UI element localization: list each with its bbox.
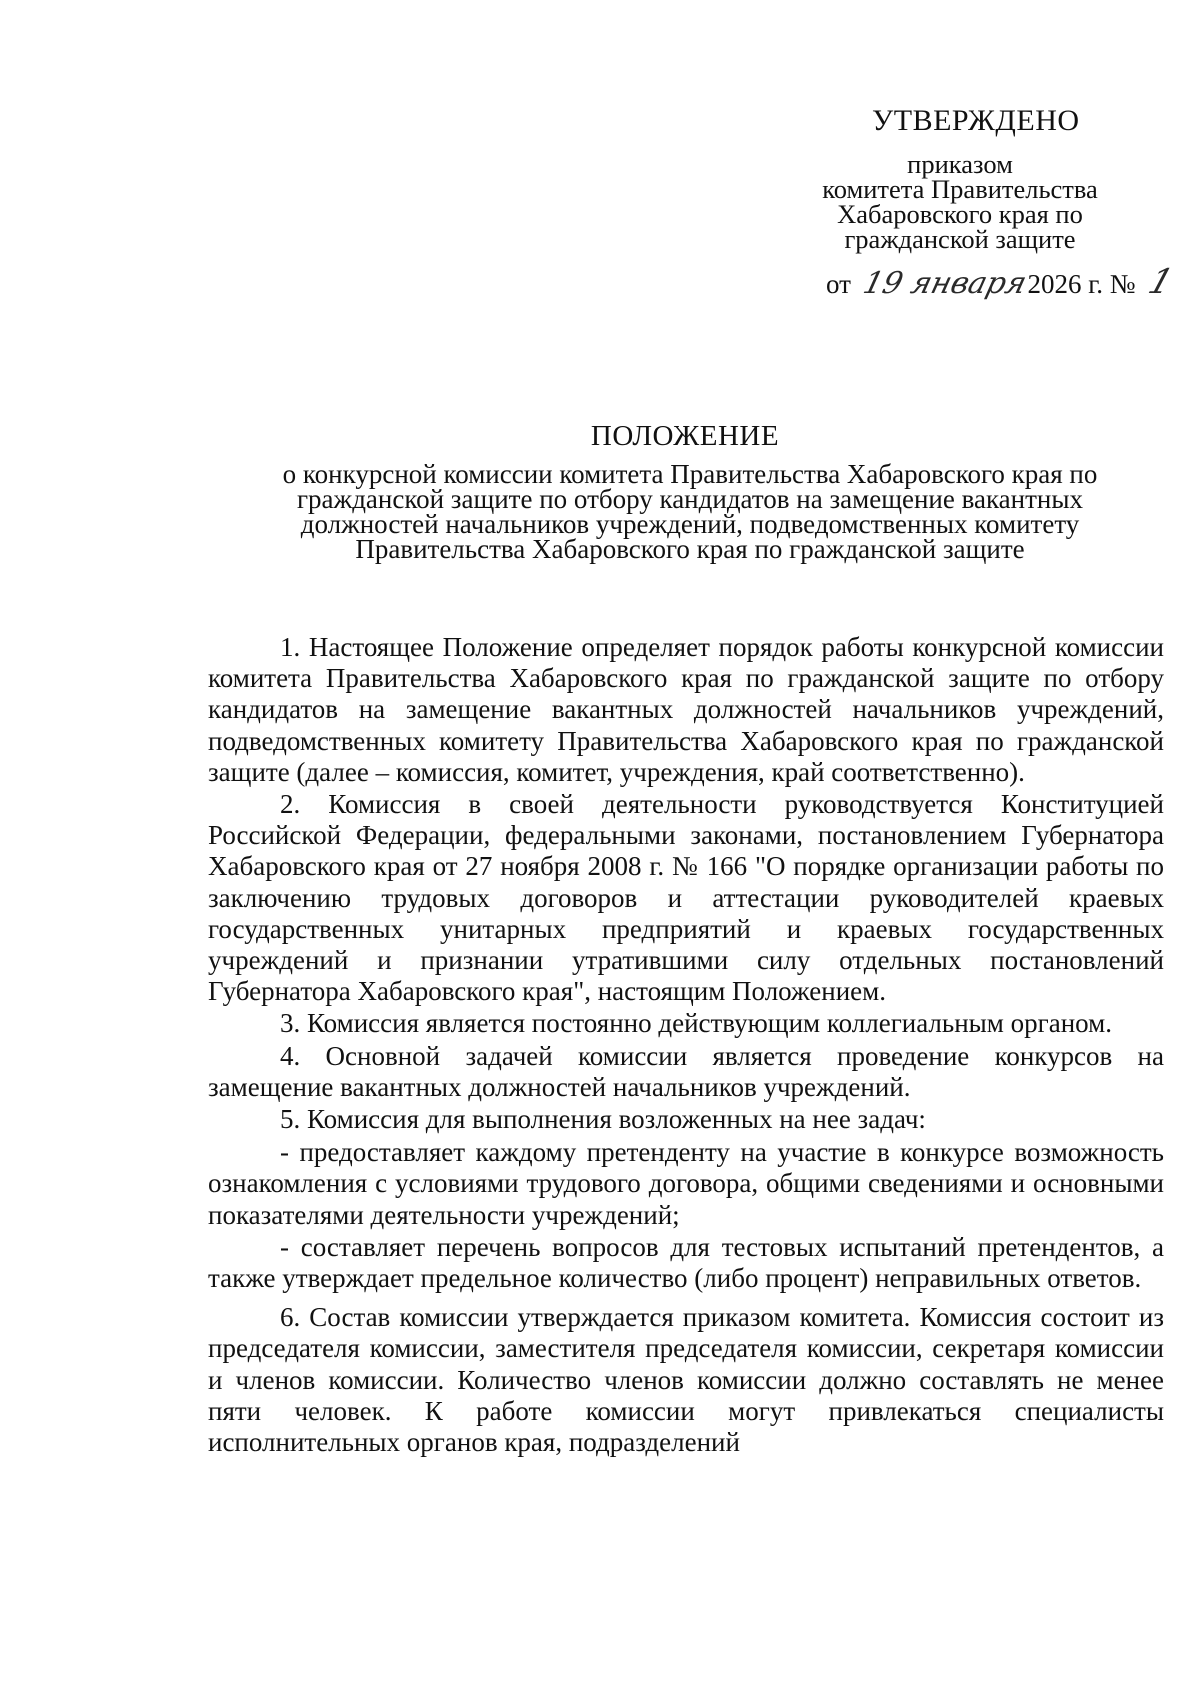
paragraph-2: 2. Комиссия в своей деятельности руководствуется Конституцией Российской Федерации, федеральными законами, постановлением Губернатора Хабаровского края от 27 ноября 2008 г. № 166 "О порядке организации работы по заключению трудовых договоров и аттестации руководителей краевых государственных унитарных предприятий и краевых государственных учреждений и признании утратившими силу отдельных постановлений Губернатора Хабаровского края", настоящим Положением. — [208, 789, 1164, 1007]
document-body — [208, 632, 1164, 1459]
paragraph-5-dash-2: - составляет перечень вопросов для тестовых испытаний претендентов, а также утверждает предельное количество (либо процент) неправильных ответов. — [208, 1231, 1164, 1294]
paragraph-4: 4. Основной задачей комиссии является проведение конкурсов на замещение вакантных должностей начальников учреждений. — [208, 1040, 1164, 1102]
subtitle-line: должностей начальников учреждений, подведомственных комитету — [300, 509, 1080, 539]
document-title: ПОЛОЖЕНИЕ — [590, 420, 780, 452]
approval-line: приказом — [907, 149, 1013, 179]
order-prefix: от — [826, 269, 851, 299]
order-date-number — [826, 262, 1179, 302]
paragraph-6: 6. Состав комиссии утверждается приказом комитета. Комиссия состоит из председателя комиссии, заместителя председателя комиссии, секретаря комиссии и членов комиссии. Количество членов комиссии должно составлять не менее пяти человек. К работе комиссии могут привлекаться специалисты исполнительных органов края, подразделений — [208, 1302, 1164, 1458]
approval-line: гражданской защите — [844, 224, 1076, 254]
paragraph-5-dash-1: - предоставляет каждому претенденту на участие в конкурсе возможность ознакомления с условиями трудового договора, общими сведениями и основными показателями деятельности учреждений; — [208, 1137, 1164, 1230]
approval-title: УТВЕРЖДЕНО — [872, 104, 1080, 137]
document-subtitle — [190, 459, 1190, 564]
handwritten-date: 19 января — [859, 266, 1030, 301]
approval-line: Хабаровского края по — [837, 199, 1083, 229]
paragraph-1: 1. Настоящее Положение определяет порядок работы конкурсной комиссии комитета Правительства Хабаровского края по гражданской защите по отбору кандидатов на замещение вакантных должностей начальников учреждений, подведомственных комитету Правительства Хабаровского края по гражданской защите (далее – комиссия, комитет, учреждения, край соответственно). — [208, 632, 1164, 787]
approval-lines — [790, 149, 1130, 254]
subtitle-line: Правительства Хабаровского края по гражданской защите — [355, 534, 1025, 564]
handwritten-order-number: 1 — [1143, 262, 1179, 302]
order-year-suffix: 2026 г. № — [1027, 269, 1136, 299]
approval-line: комитета Правительства — [822, 174, 1098, 204]
paragraph-3: 3. Комиссия является постоянно действующим коллегиальным органом. — [280, 1008, 1112, 1039]
subtitle-line: гражданской защите по отбору кандидатов на замещение вакантных — [296, 484, 1084, 514]
subtitle-line: о конкурсной комиссии комитета Правительства Хабаровского края по — [282, 459, 1098, 489]
paragraph-5: 5. Комиссия для выполнения возложенных на нее задач: — [280, 1104, 926, 1135]
